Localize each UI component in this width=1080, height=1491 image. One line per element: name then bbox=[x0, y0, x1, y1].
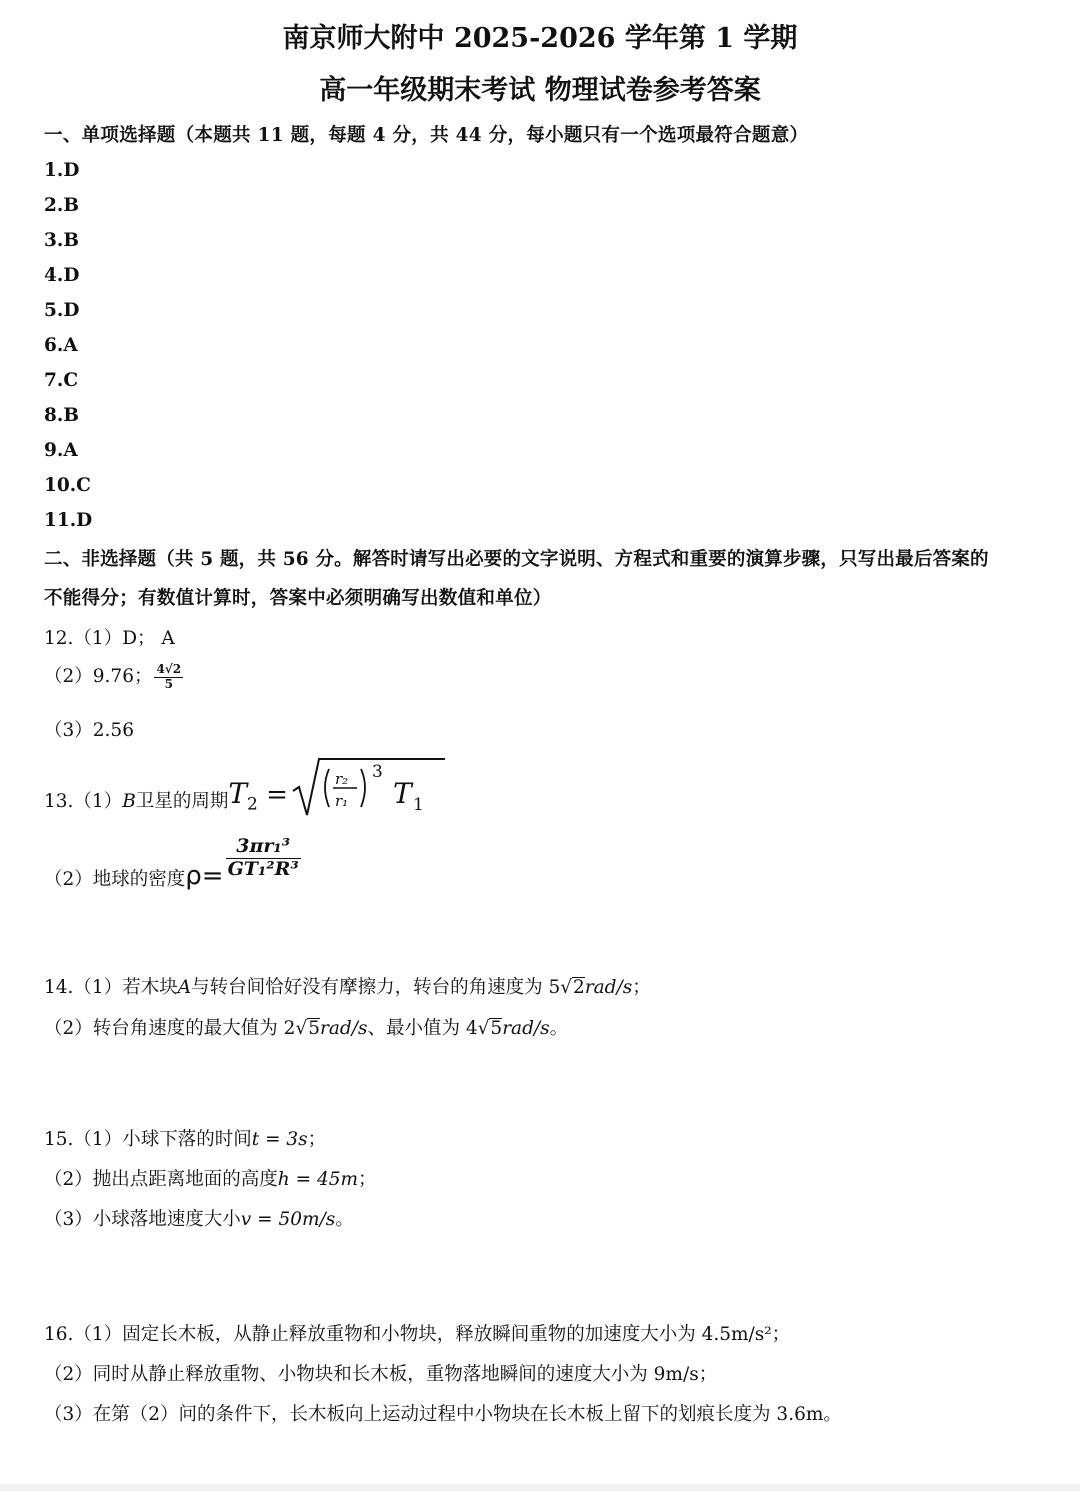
q16-part3: （3）在第（2）问的条件下，长木板向上运动过程中小物块在长木板上留下的划痕长度为 3.6m。 bbox=[44, 1404, 842, 1425]
q12-part2-fraction bbox=[154, 663, 183, 692]
mc-answer: 9.A bbox=[44, 440, 78, 461]
q15-part1-prefix: 15.（1）小球下落的时间 bbox=[44, 1129, 252, 1150]
q13-period-symbol: T bbox=[228, 777, 248, 810]
section2-heading-line1: 二、非选择题（共 5 题，共 56 分。解答时请写出必要的文字说明、方程式和重要的演算步骤，只写出最后答案的 bbox=[44, 549, 989, 570]
q14-part1-end: ； bbox=[632, 977, 651, 998]
q13-tail-subscript: 1 bbox=[413, 795, 424, 815]
q14-block-var: A bbox=[177, 977, 192, 998]
q14-radicand: 2 bbox=[573, 977, 585, 998]
document-subtitle: 高一年级期末考试 物理试卷参考答案 bbox=[319, 75, 761, 106]
q13-exponent: 3 bbox=[372, 762, 383, 782]
q13-part2 bbox=[44, 835, 303, 900]
q14-part1-prefix: 14.（1）若木块 bbox=[44, 977, 178, 998]
q13-sqrt-expression bbox=[289, 757, 449, 821]
q13-ratio-denominator: r₁ bbox=[335, 792, 349, 810]
fraction-numerator: 3πr₁³ bbox=[226, 836, 301, 859]
mc-answer: 4.D bbox=[44, 265, 80, 286]
q13-period-lhs bbox=[228, 777, 258, 815]
q14-part2-mid: 、最小值为 4 bbox=[367, 1018, 478, 1039]
mc-answer: 1.D bbox=[44, 160, 80, 181]
q12-part2-prefix: （2）9.76； bbox=[44, 666, 153, 687]
mc-answer: 5.D bbox=[44, 300, 80, 321]
q14-part2-end: 。 bbox=[549, 1018, 569, 1039]
q15-part3-end: 。 bbox=[335, 1209, 354, 1230]
fraction-numerator: 4√2 bbox=[156, 661, 182, 676]
q13-part1-prefix: 13.（1） bbox=[44, 791, 123, 812]
q14-radicand-min: 5 bbox=[490, 1018, 503, 1039]
q15-time-formula: t = 3s bbox=[251, 1129, 308, 1150]
fraction-denominator: 5 bbox=[164, 676, 173, 691]
mc-answer: 2.B bbox=[44, 195, 79, 216]
q15-speed-formula: v = 50m/s bbox=[240, 1209, 336, 1230]
q12-part2 bbox=[44, 662, 185, 691]
fraction-denominator: GT₁²R³ bbox=[227, 857, 299, 880]
q16-part1: 16.（1）固定长木板，从静止释放重物和小物块，释放瞬间重物的加速度大小为 4.5m/s²； bbox=[44, 1324, 791, 1345]
sqrt-symbol: √ bbox=[295, 1018, 308, 1039]
q14-part1-mid: 与转台间恰好没有摩擦力，转台的角速度为 5 bbox=[191, 977, 561, 998]
section1-heading: 一、单项选择题（本题共 11 题，每题 4 分，共 44 分，每小题只有一个选项最符合题意） bbox=[44, 125, 809, 146]
mc-answer: 3.B bbox=[44, 230, 79, 251]
q14-unit-min: rad/s bbox=[502, 1018, 550, 1039]
q14-part2 bbox=[44, 1014, 568, 1040]
q15-part2 bbox=[44, 1165, 377, 1191]
sqrt-symbol: √ bbox=[560, 977, 573, 998]
q14-part2-prefix: （2）转台角速度的最大值为 2 bbox=[44, 1018, 296, 1039]
sqrt-symbol: √ bbox=[477, 1018, 490, 1039]
q12-part3: （3）2.56 bbox=[44, 720, 134, 741]
q13-part2-prefix: （2）地球的密度 bbox=[44, 869, 186, 891]
q13-density-fraction bbox=[226, 836, 301, 881]
q15-height-formula: h = 45m bbox=[277, 1169, 359, 1190]
q15-part1 bbox=[44, 1125, 326, 1151]
q15-part1-end: ； bbox=[307, 1129, 327, 1150]
q13-equals: = bbox=[257, 780, 288, 810]
q15-part3 bbox=[44, 1205, 354, 1231]
q13-satellite-var: B bbox=[122, 791, 136, 812]
q15-part2-end: ； bbox=[358, 1169, 377, 1190]
q13-tail-symbol: T bbox=[393, 777, 412, 810]
mc-answer: 11.D bbox=[44, 510, 93, 531]
mc-answer: 6.A bbox=[44, 335, 78, 356]
q13-ratio-numerator: r₂ bbox=[335, 770, 349, 788]
q14-unit: rad/s bbox=[584, 977, 633, 998]
q14-part1 bbox=[44, 973, 651, 999]
q13-period-subscript: 2 bbox=[247, 794, 258, 815]
q15-part2-prefix: （2）抛出点距离地面的高度 bbox=[44, 1169, 278, 1190]
page-bottom-edge bbox=[0, 1484, 1080, 1491]
q12-part1: 12.（1）D； A bbox=[44, 628, 175, 649]
mc-answer: 7.C bbox=[44, 370, 79, 391]
mc-answer: 8.B bbox=[44, 405, 79, 426]
mc-answer: 10.C bbox=[44, 475, 91, 496]
section2-heading-line2: 不能得分；有数值计算时，答案中必须明确写出数值和单位） bbox=[44, 588, 552, 609]
q15-part3-prefix: （3）小球落地速度大小 bbox=[44, 1209, 241, 1230]
q13-part1-text: 卫星的周期 bbox=[135, 791, 229, 812]
q14-radicand-max: 5 bbox=[308, 1018, 321, 1039]
q13-part1 bbox=[44, 757, 424, 817]
document-title: 南京师大附中 2025-2026 学年第 1 学期 bbox=[282, 23, 798, 54]
q16-part2: （2）同时从静止释放重物、小物块和长木板，重物落地瞬间的速度大小为 9m/s； bbox=[44, 1364, 718, 1385]
q14-unit-max: rad/s bbox=[320, 1018, 368, 1039]
q13-rho: ρ= bbox=[185, 861, 224, 892]
